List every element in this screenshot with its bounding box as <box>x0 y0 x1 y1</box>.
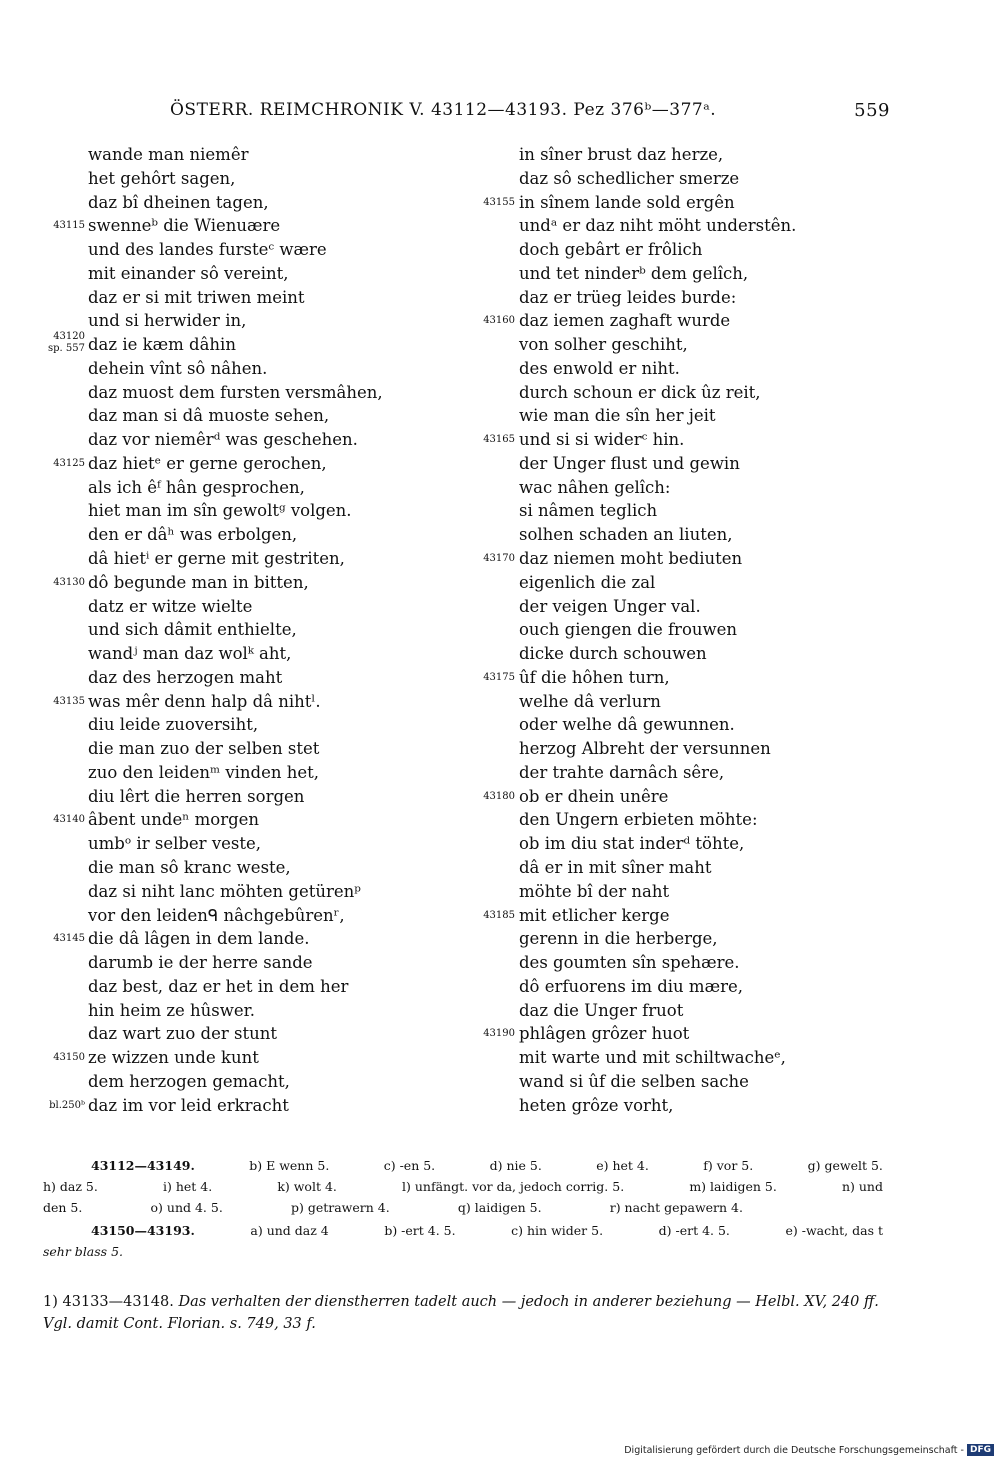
variants-range: 43150—43193. <box>91 1223 195 1238</box>
dfg-credit <box>624 1444 994 1456</box>
verse-text: des goumten sîn spehære. <box>519 953 740 973</box>
verse-text: und tet ninderᵇ dem gelîch, <box>519 263 749 283</box>
verse-text: wandʲ man daz wolᵏ aht, <box>88 644 292 664</box>
verse-line <box>40 690 460 714</box>
variant-entry: l) unfängt. vor da, jedoch corrig. 5. <box>402 1179 625 1194</box>
variant-entry: e) -wacht, das t <box>785 1223 883 1238</box>
verse-line <box>480 761 940 785</box>
verse-line <box>40 856 460 880</box>
verse-line <box>480 499 940 523</box>
right-verse-column <box>480 143 940 1117</box>
verse-line <box>480 618 940 642</box>
verse-line <box>480 428 940 452</box>
verse-line <box>40 642 460 666</box>
variant-entry: d) -ert 4. 5. <box>658 1223 730 1238</box>
verse-number: 43150 <box>53 1052 85 1064</box>
verse-text: die dâ lâgen in dem lande. <box>88 929 310 949</box>
verse-line <box>480 1022 940 1046</box>
verse-line <box>480 880 940 904</box>
verse-text: und si herwider in, <box>88 311 247 331</box>
verse-text: von solher geschiht, <box>519 335 688 355</box>
verse-number: 43190 <box>483 1028 515 1040</box>
verse-text: hiet man im sîn gewoltᵍ volgen. <box>88 501 352 521</box>
page-header <box>170 100 890 126</box>
verse-number: 43155 <box>483 196 515 208</box>
verse-line <box>40 808 460 832</box>
verse-line <box>480 476 940 500</box>
verse-line <box>40 191 460 215</box>
variants-range: 43112—43149. <box>91 1158 195 1173</box>
verse-line <box>40 713 460 737</box>
variant-entry: q) laidigen 5. <box>457 1200 542 1215</box>
verse-text: mit warte und mit schiltwacheᵉ, <box>519 1048 786 1068</box>
variant-entry: f) vor 5. <box>703 1158 754 1173</box>
verse-text: wand si ûf die selben sache <box>519 1071 749 1091</box>
verse-line <box>480 571 940 595</box>
verse-text: wande man niemêr <box>88 145 249 164</box>
verse-text: daz im vor leid erkracht <box>88 1095 289 1115</box>
verse-text: dicke durch schouwen <box>519 644 707 664</box>
verse-line <box>40 404 460 428</box>
verse-line <box>480 452 940 476</box>
verse-line <box>40 143 460 167</box>
left-verse-column <box>40 143 460 1117</box>
verse-line <box>40 381 460 405</box>
verse-text: dô erfuorens im diu mære, <box>519 976 743 996</box>
verse-number: 43180 <box>483 790 515 802</box>
verse-line <box>40 499 460 523</box>
verse-text: möhte bî der naht <box>519 881 670 901</box>
verse-line <box>480 547 940 571</box>
verse-text: datz er witze wielte <box>88 596 253 616</box>
verse-text: daz niemen moht bediuten <box>519 549 743 569</box>
verse-line <box>40 999 460 1023</box>
variant-entry: e) het 4. <box>596 1158 649 1173</box>
verse-text: ûf die hôhen turn, <box>519 667 670 687</box>
verse-text: wac nâhen gelîch: <box>519 477 671 497</box>
verse-line <box>40 571 460 595</box>
verse-line <box>480 951 940 975</box>
verse-text: het gehôrt sagen, <box>88 168 236 188</box>
verse-text: den er dâʰ was erbolgen, <box>88 525 298 545</box>
verse-line <box>480 262 940 286</box>
verse-text: swenneᵇ die Wienuære <box>88 216 281 236</box>
verse-text: daz man si dâ muoste sehen, <box>88 406 330 426</box>
verse-text: daz wart zuo der stunt <box>88 1024 278 1044</box>
verse-line <box>480 713 940 737</box>
variant-entry: k) wolt 4. <box>277 1179 337 1194</box>
verse-number: 43165 <box>483 434 515 446</box>
verse-text: darumb ie der herre sande <box>88 953 313 973</box>
verse-line <box>480 642 940 666</box>
verse-number: 43125 <box>53 457 85 469</box>
verse-line <box>40 523 460 547</box>
footnote <box>43 1291 888 1335</box>
verse-text: die man zuo der selben stet <box>88 739 320 759</box>
verse-line <box>480 856 940 880</box>
verse-text: wie man die sîn her jeit <box>519 406 716 426</box>
verse-line <box>480 357 940 381</box>
variant-entry: n) und <box>841 1179 883 1194</box>
verse-text: und des landes fursteᶜ wære <box>88 240 327 260</box>
verse-text: und sich dâmit enthielte, <box>88 620 297 640</box>
verse-line <box>40 785 460 809</box>
verse-line <box>480 191 940 215</box>
footnote-label: 1) 43133—43148. <box>43 1294 174 1310</box>
verse-line <box>40 262 460 286</box>
verse-line <box>40 309 460 333</box>
verse-text: doch gebârt er frôlich <box>519 240 703 260</box>
verse-line <box>40 618 460 642</box>
verse-text: oder welhe dâ gewunnen. <box>519 715 735 735</box>
verse-line <box>40 595 460 619</box>
verse-text: welhe dâ verlurn <box>519 691 661 711</box>
verse-line <box>480 523 940 547</box>
verse-number: 43185 <box>483 909 515 921</box>
verse-text: daz bî dheinen tagen, <box>88 192 269 212</box>
verse-line <box>480 143 940 167</box>
verse-text: eigenlich die zal <box>519 572 656 592</box>
verse-line <box>40 547 460 571</box>
verse-text: daz ie kæm dâhin <box>88 335 236 355</box>
verse-line <box>480 1070 940 1094</box>
verse-text: dehein vînt sô nâhen. <box>88 358 268 378</box>
verse-text: und si si widerᶜ hin. <box>519 430 685 450</box>
verse-number: 43120 sp. 557 <box>48 331 85 355</box>
verse-line <box>480 975 940 999</box>
verse-line <box>480 1046 940 1070</box>
verse-text: mit etlicher kerge <box>519 905 670 925</box>
verse-line <box>40 357 460 381</box>
variant-entry: den 5. <box>43 1200 83 1215</box>
credit-text: Digitalisierung gefördert durch die Deutsche Forschungsgemeinschaft - <box>624 1444 964 1456</box>
variant-entry: g) gewelt 5. <box>807 1158 883 1173</box>
verse-number: 43160 <box>483 315 515 327</box>
variant-entry: c) hin wider 5. <box>511 1223 604 1238</box>
verse-line <box>40 1070 460 1094</box>
verse-line <box>480 999 940 1023</box>
verse-text: daz die Unger fruot <box>519 1000 684 1020</box>
verse-text: heten grôze vorht, <box>519 1095 674 1115</box>
verse-line <box>40 737 460 761</box>
verse-text: phlâgen grôzer huot <box>519 1024 690 1044</box>
verse-text: der trahte darnâch sêre, <box>519 762 725 782</box>
verse-text: mit einander sô vereint, <box>88 263 289 283</box>
variant-entry: c) -en 5. <box>383 1158 436 1173</box>
verse-line <box>40 1046 460 1070</box>
variant-entry: b) -ert 4. 5. <box>384 1223 456 1238</box>
verse-line <box>40 927 460 951</box>
verse-line <box>480 167 940 191</box>
verse-text: ouch giengen die frouwen <box>519 620 738 640</box>
verse-text: daz si niht lanc möhten getürenᵖ <box>88 881 361 901</box>
variant-entry: r) nacht gepawern 4. <box>609 1200 743 1215</box>
verse-text: ob im diu stat inderᵈ töhte, <box>519 834 745 854</box>
verse-text: zuo den leidenᵐ vinden het, <box>88 762 320 782</box>
verse-text: si nâmen teglich <box>519 501 658 521</box>
verse-text: diu leide zuoversiht, <box>88 715 259 735</box>
verse-text: daz muost dem fursten versmâhen, <box>88 382 383 402</box>
verse-line <box>480 1094 940 1118</box>
variant-entry: i) het 4. <box>162 1179 213 1194</box>
verse-line <box>40 951 460 975</box>
verse-line <box>480 785 940 809</box>
verse-text: in sîner brust daz herze, <box>519 145 724 164</box>
verse-text: undᵃ er daz niht möht understên. <box>519 216 797 236</box>
verse-number: 43135 <box>53 695 85 707</box>
verse-text: hin heim ze hûswer. <box>88 1000 255 1020</box>
verse-line <box>40 880 460 904</box>
verse-line <box>480 832 940 856</box>
verse-line <box>40 476 460 500</box>
verse-line <box>480 381 940 405</box>
verse-text: daz best, daz er het in dem her <box>88 976 349 996</box>
verse-text: diu lêrt die herren sorgen <box>88 786 305 806</box>
verse-line <box>40 333 460 357</box>
variant-entry: h) daz 5. <box>43 1179 98 1194</box>
variant-note: sehr blass 5. <box>43 1244 123 1259</box>
verse-line <box>480 666 940 690</box>
verse-line <box>40 1022 460 1046</box>
running-title: ÖSTERR. REIMCHRONIK V. 43112—43193. Pez 376ᵇ—377ᵃ. <box>170 100 717 120</box>
page-number: 559 <box>854 100 890 121</box>
verse-text: daz hietᵉ er gerne gerochen, <box>88 453 327 473</box>
verse-number: bl.250ᵇ <box>49 1099 85 1111</box>
verse-text: vor den leidenᑫ nâchgebûrenʳ, <box>88 905 345 925</box>
variant-entry: b) E wenn 5. <box>249 1158 330 1173</box>
verse-line <box>480 404 940 428</box>
verse-text: dâ er in mit sîner maht <box>519 857 712 877</box>
verse-number: 43115 <box>53 220 85 232</box>
variants-block-1 <box>43 1155 883 1218</box>
variant-entry: p) getrawern 4. <box>290 1200 390 1215</box>
verse-line <box>40 286 460 310</box>
verse-text: herzog Albreht der versunnen <box>519 739 771 759</box>
verse-number: 43170 <box>483 553 515 565</box>
variants-block-2 <box>43 1220 883 1262</box>
verse-line <box>40 832 460 856</box>
variant-entry: m) laidigen 5. <box>689 1179 777 1194</box>
verse-line <box>40 214 460 238</box>
dfg-logo: DFG <box>967 1444 994 1456</box>
verse-number: 43145 <box>53 933 85 945</box>
verse-line <box>480 214 940 238</box>
variant-entry: d) nie 5. <box>489 1158 542 1173</box>
variant-entry: o) und 4. 5. <box>150 1200 223 1215</box>
verse-number: 43140 <box>53 814 85 826</box>
verse-line <box>480 737 940 761</box>
verse-number: 43175 <box>483 671 515 683</box>
variant-entry: a) und daz 4 <box>250 1223 329 1238</box>
verse-line <box>480 808 940 832</box>
verse-text: solhen schaden an liuten, <box>519 525 733 545</box>
verse-text: daz des herzogen maht <box>88 667 283 687</box>
verse-line <box>480 333 940 357</box>
verse-line <box>480 904 940 928</box>
verse-line <box>480 309 940 333</box>
verse-text: was mêr denn halp dâ nihtˡ. <box>88 691 321 711</box>
verse-line <box>40 452 460 476</box>
verse-line <box>40 666 460 690</box>
verse-text: âbent undeⁿ morgen <box>88 810 260 830</box>
verse-line <box>480 690 940 714</box>
verse-text: des enwold er niht. <box>519 358 680 378</box>
verse-text: durch schoun er dick ûz reit, <box>519 382 761 402</box>
verse-text: dem herzogen gemacht, <box>88 1071 290 1091</box>
verse-line <box>480 286 940 310</box>
verse-text: daz vor niemêrᵈ was geschehen. <box>88 430 358 450</box>
verse-line <box>480 238 940 262</box>
verse-line <box>40 904 460 928</box>
verse-text: daz sô schedlicher smerze <box>519 168 740 188</box>
verse-text: daz er si mit triwen meint <box>88 287 305 307</box>
verse-line <box>40 975 460 999</box>
verse-text: der veigen Unger val. <box>519 596 701 616</box>
verse-number: 43130 <box>53 576 85 588</box>
verse-line <box>480 595 940 619</box>
verse-line <box>40 428 460 452</box>
verse-text: gerenn in die herberge, <box>519 929 718 949</box>
verse-text: dô begunde man in bitten, <box>88 572 309 592</box>
footnote-text: Das verhalten der dienstherren tadelt auch — jedoch in anderer beziehung — Helbl. XV, 240 ff. Vgl. damit Cont. Florian. s. 749, 33 f. <box>43 1294 879 1332</box>
verse-text: in sînem lande sold ergên <box>519 192 735 212</box>
verse-text: der Unger flust und gewin <box>519 453 740 473</box>
verse-line <box>40 167 460 191</box>
verse-text: daz iemen zaghaft wurde <box>519 311 731 331</box>
verse-text: daz er trüeg leides burde: <box>519 287 737 307</box>
verse-line <box>480 927 940 951</box>
verse-text: umbᵒ ir selber veste, <box>88 834 262 854</box>
verse-text: ze wizzen unde kunt <box>88 1048 259 1068</box>
verse-text: dâ hietⁱ er gerne mit gestriten, <box>88 549 345 569</box>
verse-text: die man sô kranc weste, <box>88 857 291 877</box>
verse-text: den Ungern erbieten möhte: <box>519 810 758 830</box>
verse-line <box>40 1094 460 1118</box>
verse-text: ob er dhein unêre <box>519 786 669 806</box>
verse-line <box>40 238 460 262</box>
verse-line <box>40 761 460 785</box>
verse-text: als ich êᶠ hân gesprochen, <box>88 477 305 497</box>
